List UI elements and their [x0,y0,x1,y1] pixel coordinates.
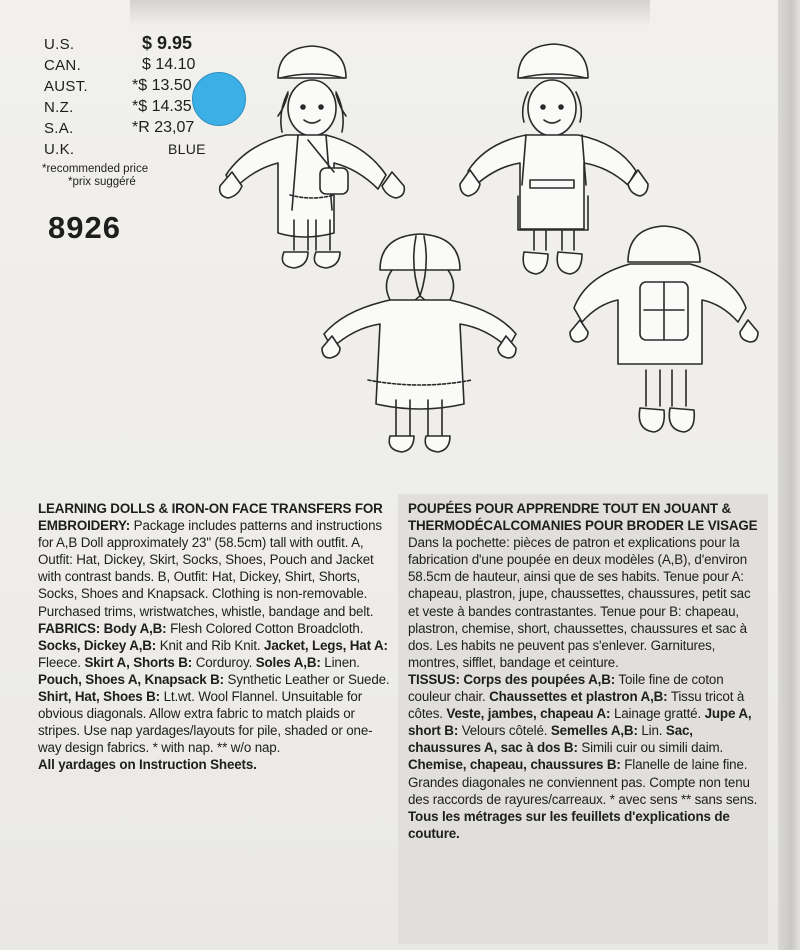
english-footer: All yardages on Instruction Sheets. [38,757,257,773]
french-footer: Tous les métrages sur les feuillets d'explications de couture. [408,808,730,841]
fabric-label: Semelles A,B: [550,723,638,739]
price-amount: *$ 13.50 [132,77,192,94]
fabric-label: Sac, chaussures A, sac à dos B: [408,723,693,756]
fabric-text: Simili cuir ou simili daim. [581,740,724,756]
french-footer-paragraph [408,808,760,842]
fabric-text: Flesh Colored Cotton Broadcloth. [170,620,364,636]
price-country: N.Z. [44,99,74,116]
fabric-label: Veste, jambes, chapeau A: [446,706,611,722]
english-fabrics-label: FABRICS: [38,620,101,636]
fabric-label: Shirt, Hat, Shoes B: [38,689,160,705]
recommended-en: *recommended price [42,163,149,175]
fabric-text: Lt.wt. Wool Flannel. [163,689,278,705]
fabric-label: Socks, Dickey A,B: [38,637,157,653]
fabric-text: Linen. [324,654,360,670]
fabric-text: Lainage gratté. [613,706,702,722]
french-description [408,500,760,842]
french-fabrics-paragraph [408,671,760,808]
price-row [44,118,214,139]
price-country: CAN. [44,57,82,74]
fabric-label: Jupe A, short B: [408,706,752,739]
english-fabrics-paragraph [38,620,390,757]
english-intro: Package includes patterns and instructions for A,B Doll approximately 23" (58.5cm) tall with outfit. A, Outfit: Hat, Dickey, Skirt, Socks, Shoes, Pouch and Jacket with contrast bands. B, Outfit: Hat, Dickey, Shirt, Shorts, Socks, Shoes and Knapsack. Clothing is non-removable. Purchased trims, wristwatches, whistle, bandage and belt. [38,518,382,619]
price-row [44,76,214,97]
fabric-label: Chaussettes et plastron A,B: [489,689,668,705]
fabric-label: Chemise, chapeau, chaussures B: [408,757,621,773]
price-extra: BLUE [168,141,206,157]
price-row [44,34,214,55]
price-row [44,55,214,76]
fabric-text: Velours côtelé. [461,723,548,739]
fabric-text: Fleece. [38,654,81,670]
doll-illustration [200,20,770,460]
fabric-label: Jacket, Legs, Hat A: [264,637,388,653]
english-intro-paragraph [38,500,390,620]
fabric-text: Synthetic Leather or Suede. [227,671,390,687]
fabric-text: Lin. [641,723,663,739]
price-row [44,139,214,160]
english-footer-paragraph [38,756,390,773]
price-country: S.A. [44,120,74,137]
fabric-label: Pouch, Shoes A, Knapsack B: [38,671,224,687]
doll-b-front [460,44,648,274]
english-heading: LEARNING DOLLS & IRON-ON FACE TRANSFERS FOR EMBROIDERY: [38,501,383,534]
price-country: U.S. [44,36,75,53]
doll-b-back [570,226,758,432]
fabric-text: Corduroy. [195,654,253,670]
recommended-fr: *prix suggéré [68,176,136,188]
price-amount: $ 9.95 [142,33,193,53]
english-notes: Unsuitable for obvious diagonals. Allow extra fabric to match plaids or stripes. Use nap yardages/layouts for pile, shaded or one-way design fabrics. * with nap. ** w/o nap. [38,689,373,756]
fabric-text: Flanelle de laine fine. [624,757,748,773]
fabric-text: Toile fine de coton couleur chair. [408,671,724,705]
doll-a-back [322,234,516,452]
fabric-label: Body A,B: [103,620,167,636]
french-intro-paragraph [408,500,760,671]
price-amount: *R 23,07 [132,119,195,136]
price-row [44,97,214,118]
envelope-edge [778,0,800,950]
fabric-label: Skirt A, Shorts B: [84,654,193,670]
recommended-price-note [42,163,222,189]
doll-a-front [220,46,405,268]
price-amount: *$ 14.35 [132,98,192,115]
french-notes: Grandes diagonales ne conviennent pas. Compte non tenu des raccords de rayures/carreaux. * avec sens ** sans sens. [408,774,758,807]
price-list [44,34,214,160]
price-country: AUST. [44,78,89,95]
fabric-label: Corps des poupées A,B: [463,671,616,687]
fabric-text: Knit and Rib Knit. [159,637,261,653]
fabric-label: Soles A,B: [255,654,321,670]
french-fabrics-label: TISSUS: [408,671,460,687]
price-amount: $ 14.10 [142,56,196,73]
pattern-number: 8926 [48,210,121,245]
french-intro: Dans la pochette: pièces de patron et explications pour la fabrication d'une poupée en deux modèles (A,B), d'environ 58.5cm de hauteur, ainsi que de ses habits. Tenue pour A: chapeau, plastron, jupe, chaussettes, chaussures, petit sac et veste à bandes contrastantes. Tenue pour B: chapeau, plastron, chemise, short, chaussettes, chaussures et sac à dos. Les habits ne peuvent pas s'enlever. Garnitures, montres, sifflet, bandage et ceinture. [408,535,751,670]
english-description [38,500,390,774]
french-heading: POUPÉES POUR APPRENDRE TOUT EN JOUANT & THERMODÉCALCOMANIES POUR BRODER LE VISAGE [408,501,758,534]
fabric-text: Tissu tricot à côtes. [408,689,745,722]
price-country: U.K. [44,141,75,158]
